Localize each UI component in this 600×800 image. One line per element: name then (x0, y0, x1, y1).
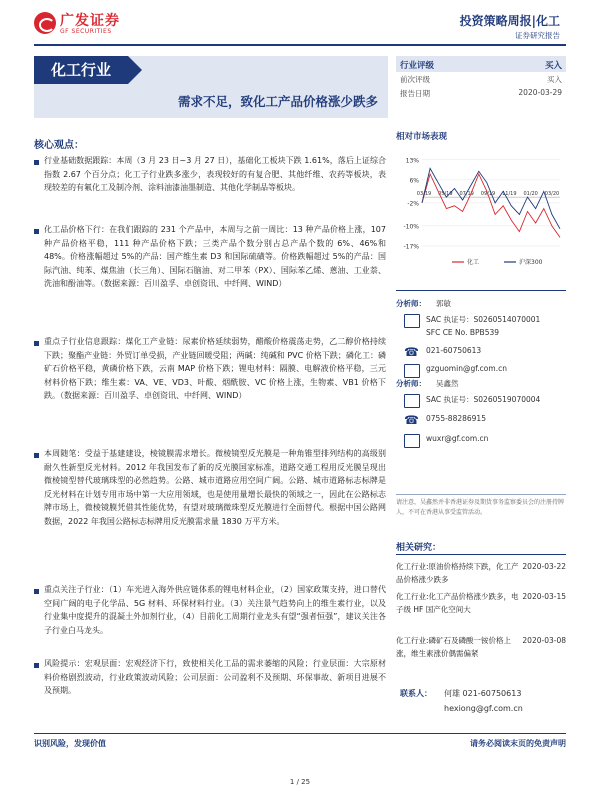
related-item-text[interactable]: 化工行业:化工产品价格涨少跌多，电子级 HF 国产化空间大 (396, 592, 519, 614)
logo-text: 广发证券 (60, 13, 120, 29)
x-tick-label: 03/20 (544, 191, 560, 198)
y-tick-label: -17% (403, 243, 419, 251)
bullet-icon (34, 229, 39, 234)
bullet-icon (34, 663, 39, 668)
report-date-value: 2020-03-29 (518, 88, 562, 97)
core-points-title: 核心观点： (34, 140, 84, 151)
report-headline: 需求不足，致化工产品价格涨少跌多 (177, 94, 378, 109)
series-line-chemical (422, 174, 560, 237)
footer-disclaimer-note: 请务必阅读末页的免责声明 (470, 739, 566, 748)
gf-securities-logo (34, 10, 144, 40)
analyst-role: 分析师： (396, 299, 426, 308)
sector-tag: 化工行业 (34, 56, 128, 84)
chart-title: 相对市场表现 (396, 132, 448, 142)
core-paragraph-4: 本周随笔：受益于基建建设，棱镜膜需求增长。微棱镜型反光膜是一种角锥型排列结构的高级别耐久性新型反光材料。2012 年我国发布了新的反光膜国家标准，道路交通工程用反光膜呈现出微棱镜型替代玻璃珠型的必然趋势。公路、城市道路应用空间广阔。公路、城市道路标志标牌是反光材料在计划专用市场中第一大应用领域，也是使用量增长最快的领域之一，因此在公路标志牌市场上，微棱镜膜凭借其性能优势，有望对玻璃微珠型反光膜进行全面替代。根据中国公路网数据，2022 年我国公路标志标牌用反光膜需求量 1830 万平方米。 (44, 449, 386, 526)
related-item-date: 2020-03-08 (522, 636, 566, 645)
analyst-sac: SAC 执证号：S0260519070004 (426, 395, 541, 404)
related-item[interactable] (396, 590, 566, 616)
contact-email[interactable]: hexiong@gf.com.cn (444, 704, 523, 713)
core-paragraph-1: 行业基础数据跟踪：本周（3 月 23 日~3 月 27 日），基础化工板块下跌 1.61%，落后上证综合指数 2.67 个百分点；化工子行业跌多涨少，表现较好的有复合肥、其他纤维、农药等板块，表现较差的有氟化工及制冷剂、涂料油漆油墨制造、其他化学制品等板块。 (44, 156, 386, 193)
core-paragraph-5: 重点关注子行业：（1）车光进入海外供应链体系的锂电材料企业，（2）国家政策支持，进口替代空间广阔的电子化学品、5G 材料、环保材料行业。（3）关注景气趋势向上的维生素行业，以及行业集中度提升的混凝土外加剂行业，（4）目前化工周期行业龙头有望“强者恒强”，建议关注各子行业白马龙头。 (44, 585, 386, 635)
series-line-hs300 (422, 168, 560, 228)
analyst-email[interactable]: gzguomin@gf.com.cn (426, 364, 507, 373)
analyst-name: 郭敏 (436, 299, 451, 308)
rating-label: 行业评级 (400, 61, 435, 71)
footer-slogan: 识别风险，发现价值 (34, 739, 106, 748)
rating-row (396, 56, 566, 72)
gf-logo-icon (34, 12, 56, 34)
analyst-phone: 0755-88286915 (426, 414, 486, 423)
bullet-icon (34, 341, 39, 346)
mail-icon (404, 364, 420, 378)
analyst-name: 吴鑫然 (436, 379, 459, 388)
related-item-text[interactable]: 化工行业:原油价格持续下跌，化工产品价格涨少跌多 (396, 562, 519, 584)
rating-panel (396, 56, 566, 100)
analyst-phone: 021-60750613 (426, 346, 482, 355)
prev-rating-row (396, 72, 566, 86)
x-tick-label: 09/19 (480, 191, 496, 198)
contact-label: 联系人： (400, 689, 432, 698)
y-tick-label: 13% (405, 157, 419, 165)
footer-divider (34, 733, 566, 734)
related-divider (396, 554, 566, 555)
bullet-icon (34, 453, 39, 458)
phone-icon: ☎ (404, 345, 419, 359)
core-paragraph-2: 化工品价格下行：在我们跟踪的 231 个产品中，本周与之前一周比：13 种产品价格上涨，107 种产品价格平稳，111 种产品价格下跌；三类产品个数分别占总产品个数的 6%、46%和 48%。价格涨幅超过 5%的产品：国产维生素 D3 和国际硫磺等。价格跌幅超过 5%的产品：国际汽油、纯苯、煤焦油（长三角）、国际石脑油、对二甲苯（PX）、国际苯乙烯、蒽油、工业萘、洗油和酚油等。（数据来源：百川盈孚、卓创资讯、中纤网、WIND） (44, 225, 386, 289)
chart-svg (396, 148, 566, 272)
analyst-divider (396, 290, 566, 291)
mail-icon (404, 434, 420, 448)
analyst-sfc: SFC CE No. BPB539 (426, 328, 500, 337)
relative-performance-chart (396, 148, 566, 272)
core-paragraph-6: 风险提示：宏观层面：宏观经济下行，致使相关化工品的需求萎缩的风险；行业层面：大宗原材料价格剧烈波动，行业政策波动风险；公司层面：公司盈利不及预期、环保事故、新项目进展不及预期。 (44, 659, 386, 696)
bullet-icon (34, 589, 39, 594)
report-category: 证券研究报告 (515, 31, 560, 40)
related-item-date: 2020-03-15 (522, 592, 566, 601)
legend-label: 化工 (467, 259, 480, 266)
header-divider (34, 44, 566, 46)
related-research-title: 相关研究： (396, 543, 442, 553)
x-tick-label: 05/19 (438, 191, 453, 198)
related-item-date: 2020-03-22 (522, 562, 566, 571)
x-tick-label: 11/19 (502, 191, 517, 198)
analyst-role: 分析师： (396, 379, 426, 388)
id-card-icon (404, 314, 420, 328)
analyst-email[interactable]: wuxr@gf.com.cn (426, 434, 489, 443)
x-tick-label: 07/19 (459, 191, 474, 198)
related-item[interactable] (396, 560, 566, 586)
prev-rating-label: 前次评级 (400, 75, 430, 84)
analyst-disclaimer: 请注意，吴鑫然并非香港证券及期货事务监察委员会的注册持牌人，不可在香港从事受监管活动。 (396, 499, 565, 516)
y-tick-label: 6% (409, 177, 419, 185)
analyst-sac: SAC 执证号：S0260514070001 (426, 315, 541, 324)
page-header (0, 0, 600, 46)
phone-icon: ☎ (404, 413, 419, 427)
related-item[interactable] (396, 634, 566, 660)
y-tick-label: -2% (407, 200, 419, 208)
prev-rating-value: 买入 (547, 75, 562, 84)
x-tick-label: 03/19 (416, 191, 432, 198)
legend-label: 沪深300 (519, 259, 543, 266)
report-type-title: 投资策略周报|化工 (459, 14, 560, 28)
page-number: 1 / 25 (289, 778, 311, 786)
core-paragraph-3: 重点子行业信息跟踪：煤化工产业链：尿素价格延续弱势，醋酸价格震荡走势，乙二醇价格持续下跌；聚酯产业链：外贸订单受损，产业链回暖受阻；两碱：纯碱和 PVC 价格下跌；磷化工：磷矿石价格平稳，黄磷价格下跌，云南 MAP 价格下跌；锂电材料：隔膜、电解液价格平稳，三元材料价格下跌；维生素：VA、VE、VD3、叶酸、烟酰胺、VC 价格上涨，生物素、VB1 价格下跌。（数据来源：百川盈孚、卓创资讯、中纤网、WIND） (44, 337, 386, 401)
contact-name-phone: 何雄 021-60750613 (444, 689, 522, 698)
report-date-label: 报告日期 (400, 89, 430, 98)
rating-value: 买入 (544, 61, 562, 71)
x-tick-label: 01/20 (523, 191, 538, 198)
y-tick-label: -10% (403, 223, 419, 231)
title-banner (34, 56, 388, 118)
report-date-row (396, 86, 566, 100)
id-card-icon (404, 394, 420, 408)
disclaimer-divider (396, 494, 566, 495)
related-item-text[interactable]: 化工行业:磷矿石及磷酸一铵价格上涨，维生素涨价偶需偏紧 (396, 636, 512, 658)
logo-text-en: GF SECURITIES (60, 28, 112, 35)
bullet-icon (34, 160, 39, 165)
